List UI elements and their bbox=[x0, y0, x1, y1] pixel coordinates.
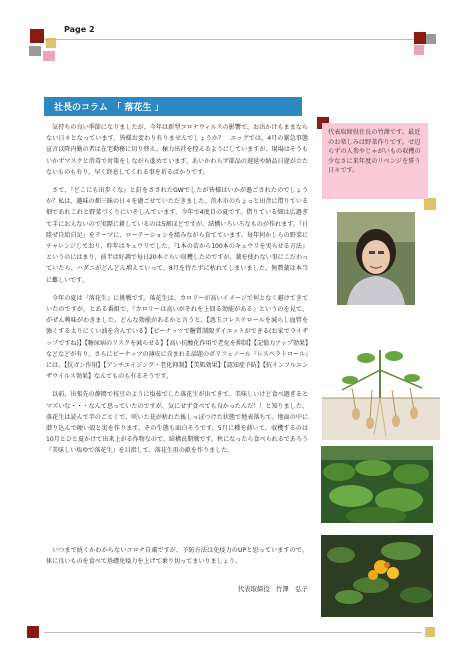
author-callout: 代表取締役社長の竹澤です。最近のお楽しみは野菜作りです。せ辺らずの人参やじゃがいもの収穫の少なさに来年度のリベンジを誓う日々です。 bbox=[322, 123, 428, 199]
deco-square-callout-gold bbox=[424, 198, 436, 210]
deco-square-tr-red bbox=[414, 32, 426, 44]
flower-photo-icon bbox=[321, 535, 433, 617]
deco-square-tl-red bbox=[30, 29, 44, 43]
field-photo-icon bbox=[321, 446, 433, 523]
deco-square-tr-gray bbox=[426, 34, 436, 44]
plant-diagram-icon bbox=[322, 340, 440, 440]
signature: 代表取締役 竹澤 弘子 bbox=[237, 585, 308, 593]
top-rule bbox=[44, 39, 414, 40]
paragraph-2: さて、『どこにも出歩くな』と釘をさされたGWでしたが皆様はいかが過ごされたのでしょうか？私は、趣味の畑三昧の日々を過ごせていただきました。茨木市のちょっと田舎に借りている畑であれこれと野菜づくりにいそしんでいます。今年で4度目の夏です。借りている畑は広過ぎて手におえないので実際に耕しているのは5割ほどですが、結構いろいろなものが作れます。『日陰ぜ自給自足』をテーマに、ローテーションを組みながら育てています。毎年何かしらの野菜にチャレンジしており、昨年はキュウリでした。『1本の苗から100本のキュウリを実らせる方法』というのにはまり、前半は好調で毎日20本ぐらい収穫したのですが、薬を使わない事にこだわっていたら、ハダニがどんどん増えていって、8月を待たずに枯れてしまいました。無農薬は本当に難しいです。 bbox=[46, 187, 308, 284]
deco-square-tr-pink bbox=[414, 45, 424, 55]
deco-square-bl-red bbox=[27, 626, 39, 638]
peanut-field-photo bbox=[321, 446, 433, 523]
page-number-label: Page 2 bbox=[64, 25, 95, 34]
column-body bbox=[46, 122, 308, 542]
paragraph-1: 気持ちの良い季節になりましたが、今年は新型コロナウィルスの影響で、お出かけもままならない日々となっています。皆様お変わり有りませんでしょうか？ エッグでは、4月の緊急事態宣言以降内勤の者は在宅勤務に切り替え、極力出社を控えるようにしていますが、現場はそうもいかずマスクと消毒で対策をしながら進めています。あいかわらず部品の遅延や納品日遅が立たないものも有り、早く終息してくれる事を祈るばかりです。 bbox=[46, 124, 308, 176]
closing-paragraph: いつまで続くかわからないコロナ自粛ですが、予防方法は免疫力のUPと思っていますので、体に良いものを食べて基礎免疫力を上げて乗り切ってまいりましょう。 bbox=[46, 547, 308, 566]
paragraph-3: 今年の夏は『落花生』に挑戦です。落花生は、カロリーが高いイメージで何となく避けてきていたのですが、とある番組で、『カロリーは高いがそれを上回る効能がある』というのを見て、がぜん興味がわきました。どんな効能があるかと言うと、【悪玉コレステロールを減らし血管を強くする太りにくい油を含んでいる】【ピーナッツで糖質制限ダイエットができる(お家でライザップですね)】【糖尿病のリスクを減らせる】【高い抗酸化作用で老化を抑制】【記憶力アップ効果】などなどが有り、さらにピーナッツの薄皮に含まれる話題のポリフェノール『レスベラトロール』には、【抗ガン作用】【アンチエイジング・老化抑制】【美肌効果】【認知症予防】【抗インフルエンザウイルス効果】なんてものも有るそうです。 bbox=[46, 294, 308, 381]
deco-square-br-gold bbox=[425, 627, 435, 637]
column-title: 社長のコラム 「 落花生 」 bbox=[44, 97, 302, 116]
portrait-photo bbox=[337, 212, 415, 305]
peanut-plant-diagram bbox=[322, 340, 440, 440]
portrait-icon bbox=[337, 212, 415, 305]
peanut-flower-photo bbox=[321, 535, 433, 617]
bottom-rule bbox=[44, 632, 422, 633]
paragraph-4: 以前、出張先の静岡で枝豆のように塩茹でした落花生が出てきて、美味しいけど食べ過ぎるとマズいな・・・なんて思っていたのですが、気にせず食べても良かったんだ！！と知りました。落花生は読んで字のごとくで、咲いた花が枯れた後しっぽつけた状態で地表落ちて、地面の中に潜り込んで硬い殻と実を作ります。その生態も面白そうです。5月に種を蒔いて、収穫するのは10月とひと夏かけて出来上がる作物なので、結構長期戦です。秋になったら食べられるであろう『美味しい塩ゆで落花生』を目指して、落花生用の畝を作りました。 bbox=[46, 391, 308, 455]
deco-square-tl-gray bbox=[29, 46, 41, 56]
deco-square-tl-pink bbox=[43, 51, 55, 61]
